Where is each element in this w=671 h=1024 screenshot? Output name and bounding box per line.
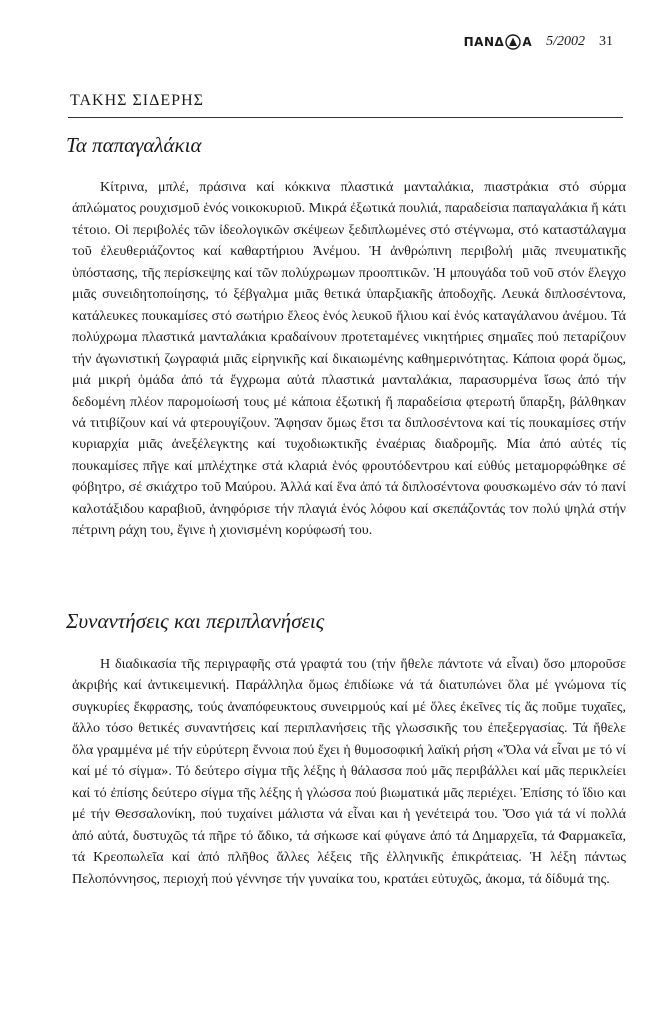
section-title-parrots: Τα παπαγαλάκια — [66, 133, 202, 157]
journal-logo-emblem-icon — [505, 34, 521, 50]
journal-logo-text-left: ΠΑΝΔ — [463, 35, 505, 49]
section-body-parrots: Κίτρινα, μπλέ, πράσινα καί κόκκινα πλαστικά μανταλάκια, πιαστράκια στό σύρμα άπλώματος ρουχισμοῦ ἑνός νοικοκυριοῦ. Μικρά ἐξωτικά πουλιά, παραδείσια παπαγαλάκια ἤ κάτι τέτοιο. Οἱ περιβολές τῶν ἰδεολογικῶν σκέψεων ξεδιπλωμένες στό στέγνωμα, στό καταστάλαγμα τοῦ ἐλευθεριάζοντος καί καθαρτήριου Ἀνέμου. Ἡ ἀνθρώπινη περιβολή μιᾶς πνευματικῆς ὑπόστασης, τῆς περίσκεψης καί τῶν πολύχρωμων προοπτικῶν. Ἡ μπουγάδα τοῦ νοῦ στόν ἔλεγχο μιᾶς συνειδητοποίησης, τό ξέβγαλμα μιᾶς θετικά ὑπαρξιακῆς ἀποδοχῆς. Λευκά διπλοσέντονα, κατάλευκες πουκαμίσες στό σωτήριο ἔλεος ἑνός λευκοῦ ἥλιου καί ἑνός καταγάλανου ἀνέμου. Τά πολύχρωμα πλαστικά μανταλάκια κραδαίνουν προτεταμένες νικητήριες σημαῖες πού πεταρίζουν τήν ἀγωνιστική ζωγραφιά μιᾶς εἰρηνικῆς καί δικαιωμένης καθημερινότητας. Κάποια φορά ὅμως, μιά μικρή ὁμάδα ἀπό τά ἔγχρωμα αὐτά πλαστικά μανταλάκια, παρασυρμένα ἴσως ἀπό τήν δεδομένη πλέον παρομοίωσή τους μέ κάποια ἐξωτική ἤ παραδείσια φτερωτή ὕπαρξη, βάλθηκαν νά τιτιβίζουν καί νά φτερουγίζουν. Ἄφησαν ὅμως ἔτσι τα διπλοσέντονα καί τίς πουκαμίσες στήν κυριαρχία μιᾶς ἀνεξέλεγκτης καί τυχοδιωκτικῆς ἐναέριας διαδρομῆς. Μία ἀπό αὐτές τίς πουκαμίσες πῆγε καί μπλέχτηκε στά κλαριά ἑνός φρουτόδεντρου καί εὐθύς μεταμορφώθηκε σέ φόβητρο, σέ σκιάχτρο τοῦ Μαύρου. Ἀλλά καί ἕνα ἀπό τά διπλοσέντονα φουσκωμένο σάν τό πανί καλοτάξιδου καραβιοῦ, ἀνηφόρισε τήν πλαγιά ἑνός λόφου καί σκεπάζοντάς τον πολύ ψηλά στήν πέτρινη ράχη του, ἔγινε ἡ χιονισμένη κορύφωσή του. — [72, 179, 626, 539]
header-rule — [68, 117, 623, 118]
journal-logo — [464, 34, 532, 50]
page-number: 31 — [599, 34, 613, 49]
section-title-encounters: Συναντήσεις και περιπλανήσεις — [66, 609, 325, 633]
issue-label: 5/2002 — [546, 34, 585, 49]
journal-logo-text-right: Α — [522, 35, 533, 49]
author-name: ΤΑΚΗΣ ΣΙΔΕΡΗΣ — [70, 92, 204, 109]
section-body-encounters: Η διαδικασία τῆς περιγραφῆς στά γραφτά του (τήν ἤθελε πάντοτε νά εἶναι) ὅσο μποροῦσε ἀκριβής καί ἀντικειμενική. Παράλληλα ὅμως ἐπιδίωκε νά τά διατυπώνει ὅλα μέ γνώμονα τίς συγκυρίες ἔκφρασης, τούς ἀναπόφευκτους συνειρμούς καί μέ ὅλες ἐκεῖνες τίς ἄς ποῦμε τυχαῖες, ἄλλο τόσο θετικές συναντήσεις καί περιπλανήσεις τῆς γλωσσικῆς του ἐπεξεργασίας. Τά ἤθελε ὅλα γραμμένα μέ τήν εὐρύτερη ἔννοια πού ἔχει ἡ θυμοσοφική λαϊκή ρήση «Ὅλα νά εἶναι με τό νί καί μέ τό σίγμα». Τό δεύτερο σίγμα τῆς λέξης ἡ θάλασσα πού μᾶς περιβάλλει καί μᾶς περικλείει καί τό ἐπίσης δεύτερο σίγμα τῆς λέξης ἡ γλώσσα πού βιωματικά μᾶς περιέχει. Ἐπίσης τό ἴδιο και μέ τήν Θεσσαλονίκη, πού τυχαίνει μάλιστα νά εἶναι και ἡ γενέτειρά του. Ὅσο γιά τά νί πολλά ἀπό αὐτά, δυστυχῶς τά πῆρε τό ἄδικο, τά σήκωσε καί φύγανε ἀπό τά Δημαρχεῖα, τά Φαρμακεῖα, τά Κρεοπωλεῖα καί ἀπό πλῆθος ἄλλες λέξεις τῆς ἑλληνικῆς ἐπικράτειας. Ἡ λέξη πάντως Πελοπόννησος, περιοχή πού γέννησε τήν γυναίκα του, κρατάει εὐτυχῶς, ἀκομα, τά δίδυμά της. — [72, 656, 626, 887]
running-head — [464, 34, 613, 50]
